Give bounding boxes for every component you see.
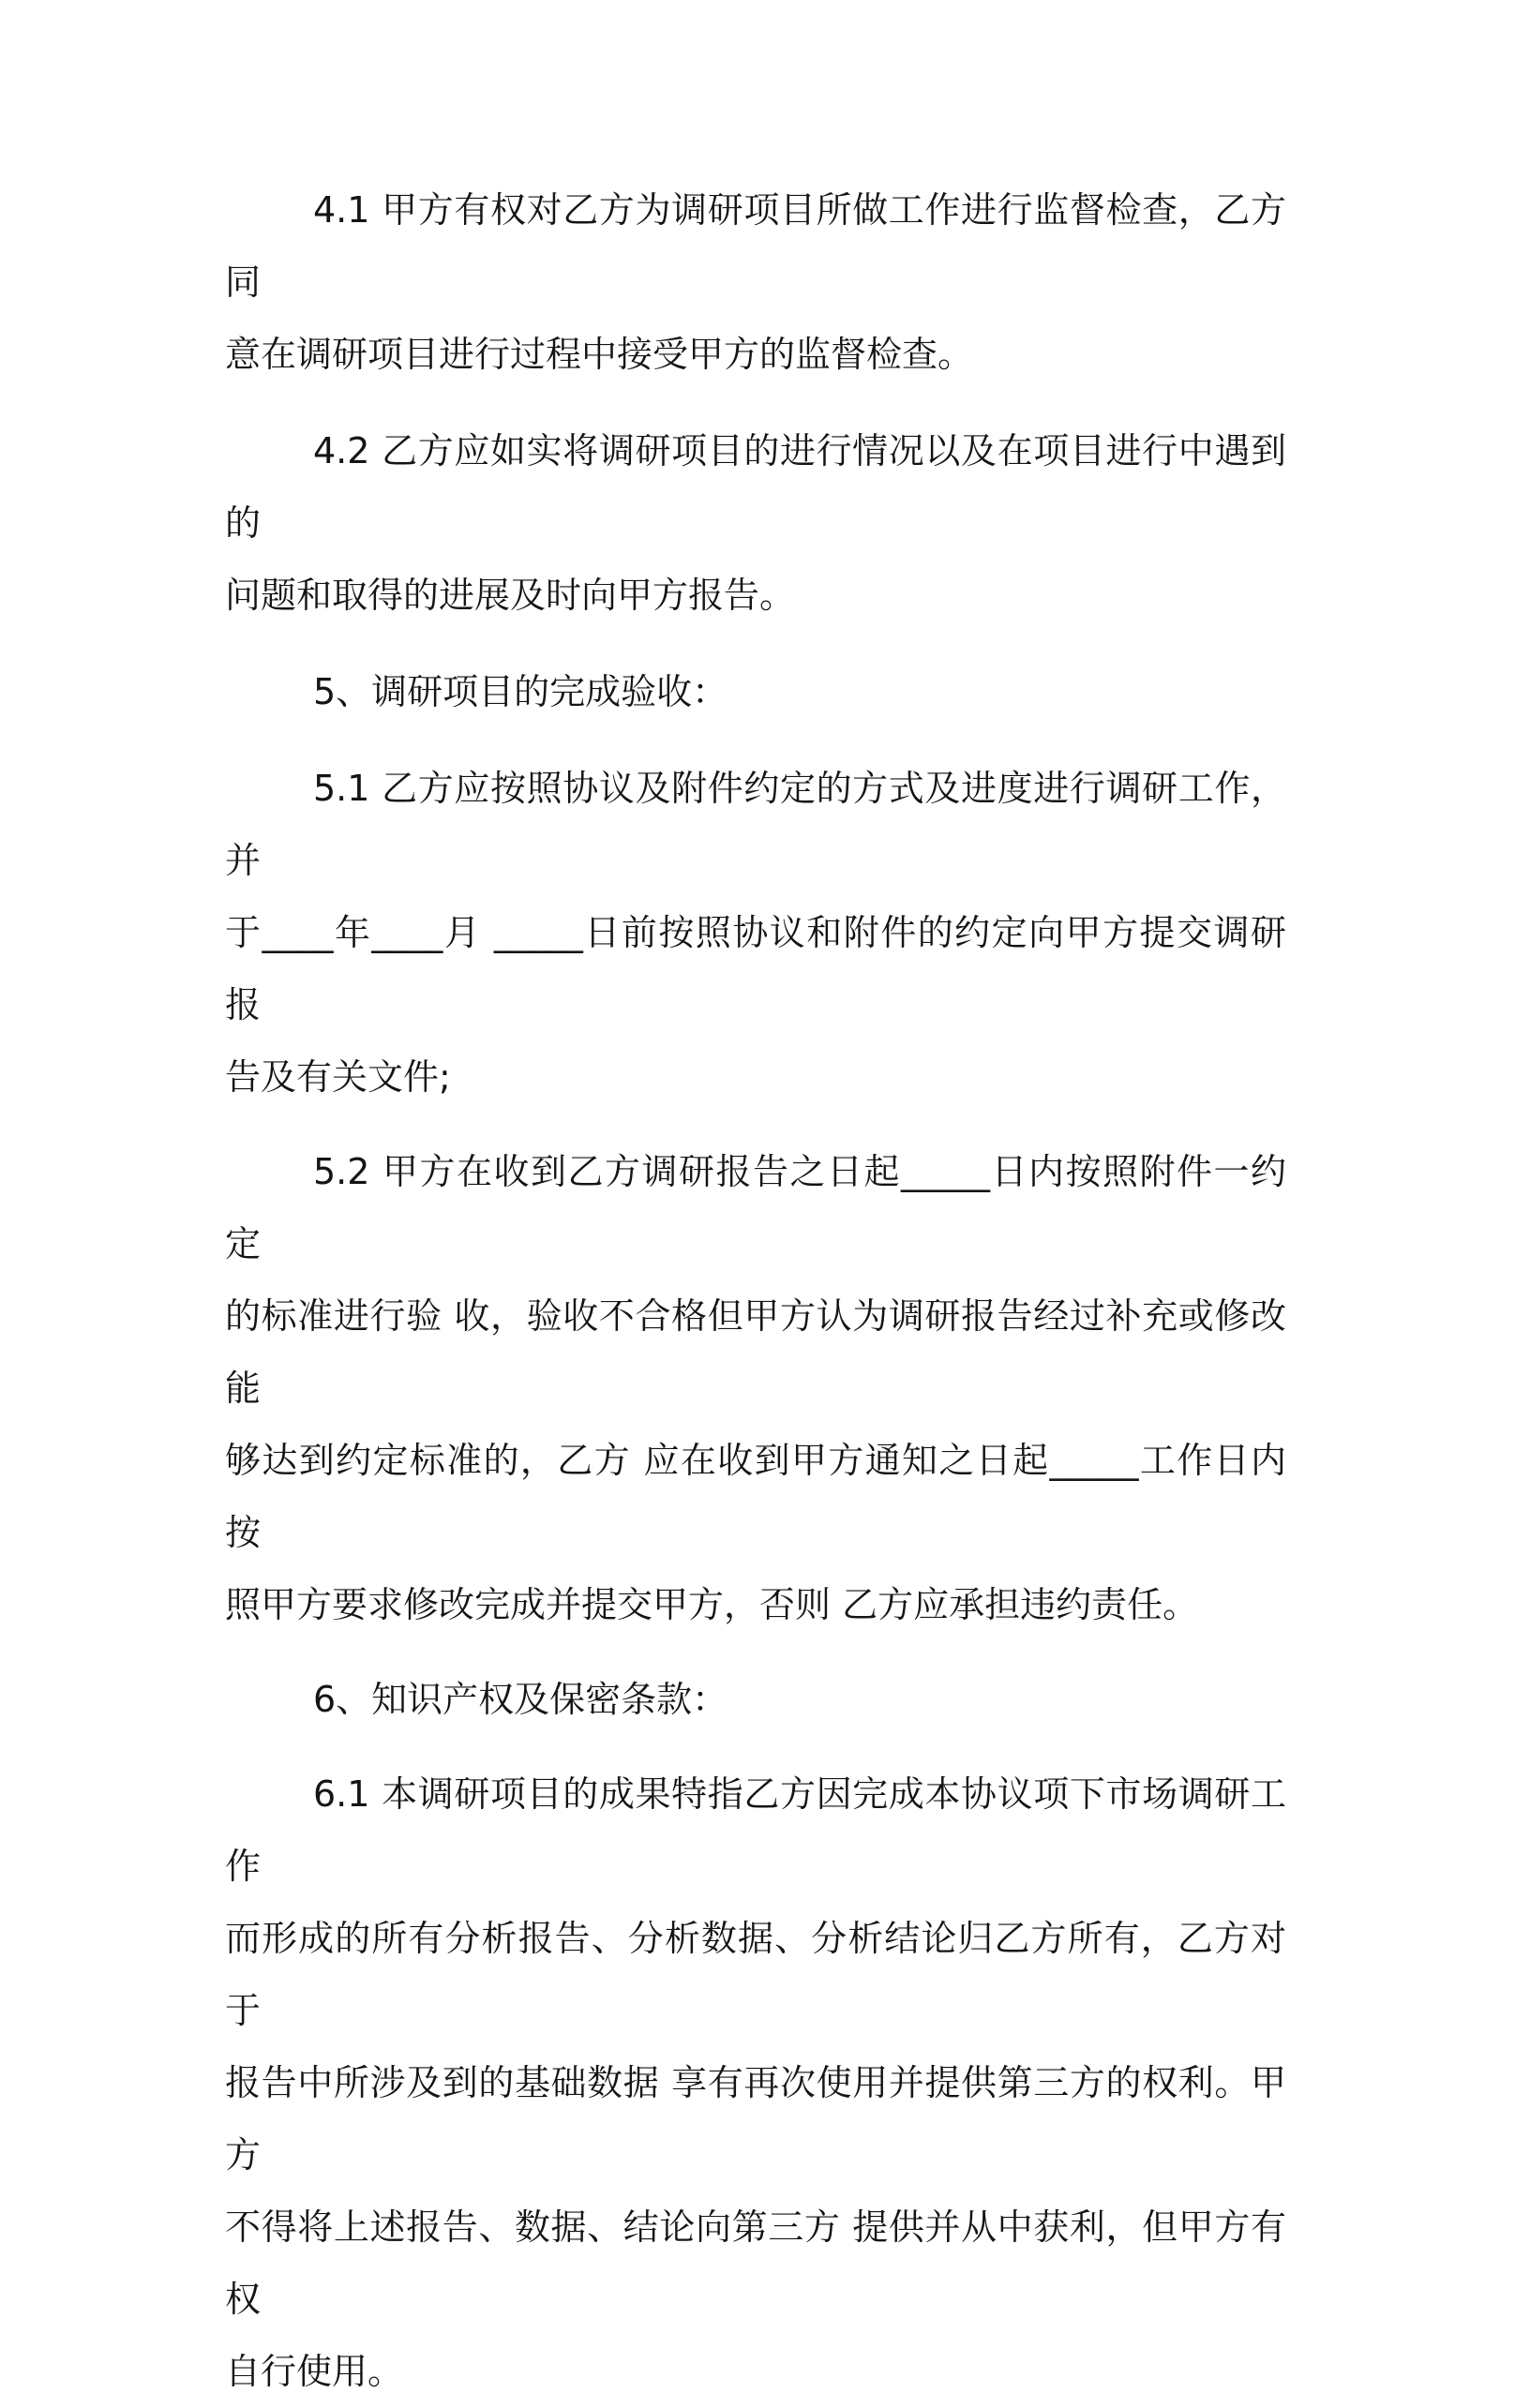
text-line: 而形成的所有分析报告、分析数据、分析结论归乙方所有，乙方对于 xyxy=(225,1918,1286,2031)
text-line: 自行使用。 xyxy=(225,2351,404,2392)
text-line: 4.2 乙方应如实将调研项目的进行情况以及在项目进行中遇到的 xyxy=(225,430,1286,544)
text-line: 不得将上述报告、数据、结论向第三方 提供并从中获利，但甲方有权 xyxy=(225,2206,1286,2320)
text-line: 够达到约定标准的，乙方 应在收到甲方通知之日起_____工作日内按 xyxy=(225,1440,1286,1553)
section-heading-6 xyxy=(225,1664,1286,1736)
document-body xyxy=(225,174,1286,2408)
text-line: 照甲方要求修改完成并提交甲方，否则 乙方应承担违约责任。 xyxy=(225,1584,1199,1625)
text-line: 5、调研项目的完成验收： xyxy=(313,671,728,712)
text-line: 意在调研项目进行过程中接受甲方的监督检查。 xyxy=(225,334,974,375)
text-line: 的标准进行验 收，验收不合格但甲方认为调研报告经过补充或修改能 xyxy=(225,1295,1286,1409)
text-line: 6.1 本调研项目的成果特指乙方因完成本协议项下市场调研工作 xyxy=(225,1773,1286,1887)
clause-5-1 xyxy=(225,753,1286,1114)
clause-4-2 xyxy=(225,415,1286,632)
text-line: 4.1 甲方有权对乙方为调研项目所做工作进行监督检查，乙方同 xyxy=(225,189,1286,303)
clause-5-2 xyxy=(225,1136,1286,1641)
text-line: 6、知识产权及保密条款： xyxy=(313,1679,728,1720)
text-line: 报告中所涉及到的基础数据 享有再次使用并提供第三方的权利。甲方 xyxy=(225,2062,1286,2176)
text-line: 问题和取得的进展及时向甲方报告。 xyxy=(225,575,796,616)
text-line: 于____年____月 _____日前按照协议和附件的约定向甲方提交调研报 xyxy=(225,912,1286,1025)
clause-4-1 xyxy=(225,174,1286,391)
clause-6-1 xyxy=(225,1758,1286,2408)
text-line: 告及有关文件; xyxy=(225,1056,451,1098)
text-line: 5.1 乙方应按照协议及附件约定的方式及进度进行调研工作，并 xyxy=(225,768,1286,881)
text-line: 5.2 甲方在收到乙方调研报告之日起_____日内按照附件一约定 xyxy=(225,1151,1286,1264)
section-heading-5 xyxy=(225,656,1286,728)
